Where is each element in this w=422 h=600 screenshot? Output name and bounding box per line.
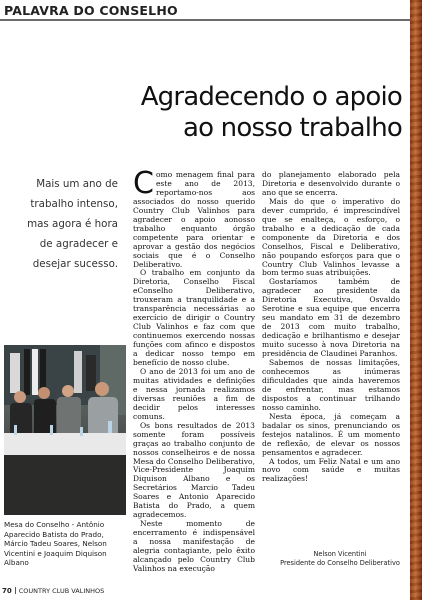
body-paragraph: O trabalho em conjunto da Diretoria, Conselho Fiscal eConselho Deliberativo, trouxeram a tranquilidade e a transparência necessárias ao exercício de dirigir o Country Club Valinhos e faz com que continuemos exercendo nossas funções com afinco e dispostos a dedicar nosso tempo em benefício de nosso clube. — [133, 268, 255, 368]
body-column-1 — [133, 166, 255, 574]
council-photo-illustration — [4, 345, 126, 515]
signature-name: Nelson Vicentini — [313, 550, 367, 558]
photo-caption: Mesa do Conselho - Antônio Aparecido Batista do Prado, Márcio Tadeu Soares, Nelson Vicentini e Joaquim Diquison Albano — [4, 520, 107, 568]
lead-line: trabalho intenso, — [30, 198, 118, 210]
body-paragraph: O ano de 2013 foi um ano de muitas atividades e definições e nessa jornada realizamos diversas reuniões a fim de decidir pelos interesses comuns. — [133, 366, 255, 421]
body-paragraph: do planejamento elaborado pela Diretoria e desenvolvido durante o ano que se encerra. — [262, 170, 400, 197]
lead-line: mas agora é hora — [27, 218, 118, 230]
body-paragraph: Mais do que o imperativo do dever cumprido, é imprescindível que se enalteça, o esforço, o trabalho e a dedicação de cada componente da Diretoria e dos Conselhos, Fiscal e Deliberativo, não poupando esforços para que o Country Club Valinhos levasse a bom termo suas atribuições. — [262, 196, 400, 278]
lead-line: de agradecer e — [39, 238, 118, 250]
body-paragraph: A todos, um Feliz Natal e um ano novo com saúde e muitas realizações! — [262, 456, 400, 484]
page-footer — [2, 587, 104, 595]
lead-line: Mais um ano de — [36, 178, 118, 190]
title-line: ao nosso trabalho — [182, 113, 402, 143]
body-paragraph: Neste momento de encerramento é indispensável a nossa manifestação de alegria contagiante, pelo êxito alcançado pelo Country Club Valinhos na execução — [133, 519, 255, 573]
body-paragraph: Sabemos de nossas limitações, conhecemos as inúmeras dificuldades que ainda haveremos de enfrentar, mas estamos dispostos a continuar trilhando nosso caminho. — [262, 358, 400, 412]
signature-role: Presidente do Conselho Deliberativo — [280, 559, 400, 567]
drop-cap: C — [133, 166, 154, 201]
body-paragraph: Nesta época, já começam a badalar os sinos, prenunciando os festejos natalinos. É um momento de reflexão, de elevar os nossos pensamentos e agradecer. — [262, 411, 400, 457]
wood-edge-decoration — [410, 0, 422, 600]
body-paragraph: Gostaríamos também de agradecer ao presidente da Diretoria Executiva, Osvaldo Serotine e sua equipe que encerra seu mandato em 31 de dezembro de 2013 com muito trabalho, dedicação e brilhantismo e desejar muito sucesso à nova Diretoria na presidência de Claudinei Paranhos. — [262, 277, 400, 359]
header-rule — [0, 19, 410, 21]
footer-separator — [15, 587, 16, 594]
signature-block — [280, 550, 400, 568]
title-line: Agradecendo o apoio — [140, 82, 402, 112]
body-paragraph: Como menagem final para este ano de 2013, reportamo-nos aos associados do nosso querido Country Club Valinhos para agradecer o apoio aonosso trabalho enquanto órgão competente para orientar e aprovar a gestão dos negócios sociais que é o Conselho Deliberativo. — [133, 166, 255, 269]
article-title — [141, 82, 402, 144]
section-label: PALAVRA DO CONSELHO — [4, 3, 178, 18]
body-paragraph: Os bons resultados de 2013 somente foram possíveis graças ao trabalho conjunto de nossos conselheiros e de nossa Mesa do Conselho Deliberativo, Vice-Presidente Joaquim Diquison Albano e os Secretários Marcio Tadeu Soares e Antonio Aparecido Batista do Prado, a quem agradecemos. — [133, 420, 255, 520]
page-number: 70 — [2, 587, 12, 595]
council-photo — [4, 345, 126, 515]
body-column-2 — [262, 171, 400, 484]
lead-line: desejar sucesso. — [32, 258, 118, 270]
lead-quote — [14, 174, 118, 274]
publication-name: COUNTRY CLUB VALINHOS — [18, 587, 105, 595]
